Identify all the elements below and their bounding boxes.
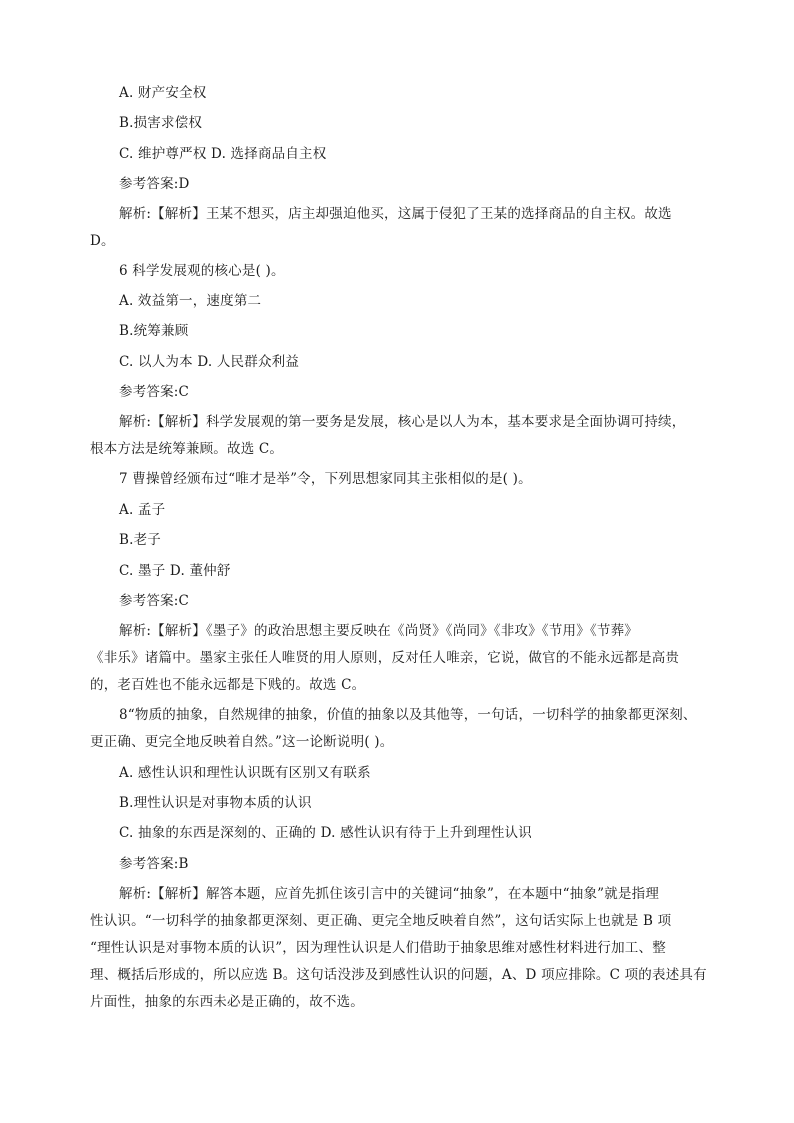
q8-analysis-line-2: 性认识。“一切科学的抽象都更深刻、更正确、更完全地反映着自然”，这句话实际上也就是 B 项 bbox=[90, 913, 672, 929]
q6-option-b: B.统筹兼顾 bbox=[119, 323, 189, 339]
q8-question-line-1: 8“物质的抽象，自然规律的抽象，价值的抽象以及其他等，一句话，一切科学的抽象都更深刻、 bbox=[119, 707, 697, 723]
q7-answer: 参考答案:C bbox=[119, 593, 190, 609]
q7-question: 7 曹操曾经颁布过“唯才是举”令，下列思想家同其主张相似的是( )。 bbox=[119, 471, 532, 487]
q7-option-b: B.老子 bbox=[119, 532, 162, 548]
q8-option-b: B.理性认识是对事物本质的认识 bbox=[119, 795, 312, 811]
q8-option-cd: C. 抽象的东西是深刻的、正确的 D. 感性认识有待于上升到理性认识 bbox=[119, 825, 532, 841]
q8-analysis-line-4: 理、概括后形成的，所以应选 B。这句话没涉及到感性认识的问题，A、D 项应排除。C 项的表述具有 bbox=[90, 967, 707, 983]
q5-option-b: B.损害求偿权 bbox=[119, 115, 203, 131]
q7-option-a: A. 孟子 bbox=[119, 502, 166, 518]
q8-answer: 参考答案:B bbox=[119, 856, 189, 872]
q8-analysis-line-3: “理性认识是对事物本质的认识”，因为理性认识是人们借助于抽象思维对感性材料进行加工、整 bbox=[90, 940, 666, 956]
q5-option-cd: C. 维护尊严权 D. 选择商品自主权 bbox=[119, 146, 327, 162]
q5-analysis-line-1: 解析:【解析】王某不想买，店主却强迫他买，这属于侵犯了王某的选择商品的自主权。故选 bbox=[119, 206, 672, 222]
q7-option-cd: C. 墨子 D. 董仲舒 bbox=[119, 563, 231, 579]
q8-question-line-2: 更正确、更完全地反映着自然。”这一论断说明( )。 bbox=[90, 734, 394, 750]
q6-question: 6 科学发展观的核心是( )。 bbox=[119, 263, 285, 279]
q8-option-a: A. 感性认识和理性认识既有区别又有联系 bbox=[119, 765, 371, 781]
q6-option-a: A. 效益第一，速度第二 bbox=[119, 293, 262, 309]
q7-analysis-line-2: 《非乐》诸篇中。墨家主张任人唯贤的用人原则，反对任人唯亲，它说，做官的不能永远都是高贵 bbox=[90, 650, 680, 666]
q5-answer: 参考答案:D bbox=[119, 176, 190, 192]
q5-analysis-line-2: D。 bbox=[90, 233, 115, 249]
q8-analysis-line-1: 解析:【解析】解答本题，应首先抓住该引言中的关键词“抽象”，在本题中“抽象”就是指理 bbox=[119, 886, 660, 902]
q7-analysis-line-1: 解析:【解析】《墨子》的政治思想主要反映在《尚贤》《尚同》《非攻》《节用》《节葬》 bbox=[119, 623, 638, 639]
q7-analysis-line-3: 的，老百姓也不能永远都是下贱的。故选 C。 bbox=[90, 677, 366, 693]
q8-analysis-line-5: 片面性，抽象的东西未必是正确的，故不选。 bbox=[90, 994, 364, 1010]
q6-answer: 参考答案:C bbox=[119, 384, 190, 400]
q6-option-cd: C. 以人为本 D. 人民群众利益 bbox=[119, 354, 300, 370]
q6-analysis-line-1: 解析:【解析】科学发展观的第一要务是发展，核心是以人为本，基本要求是全面协调可持续， bbox=[119, 414, 686, 430]
q5-option-a: A. 财产安全权 bbox=[119, 85, 207, 101]
q6-analysis-line-2: 根本方法是统筹兼顾。故选 C。 bbox=[90, 441, 284, 457]
